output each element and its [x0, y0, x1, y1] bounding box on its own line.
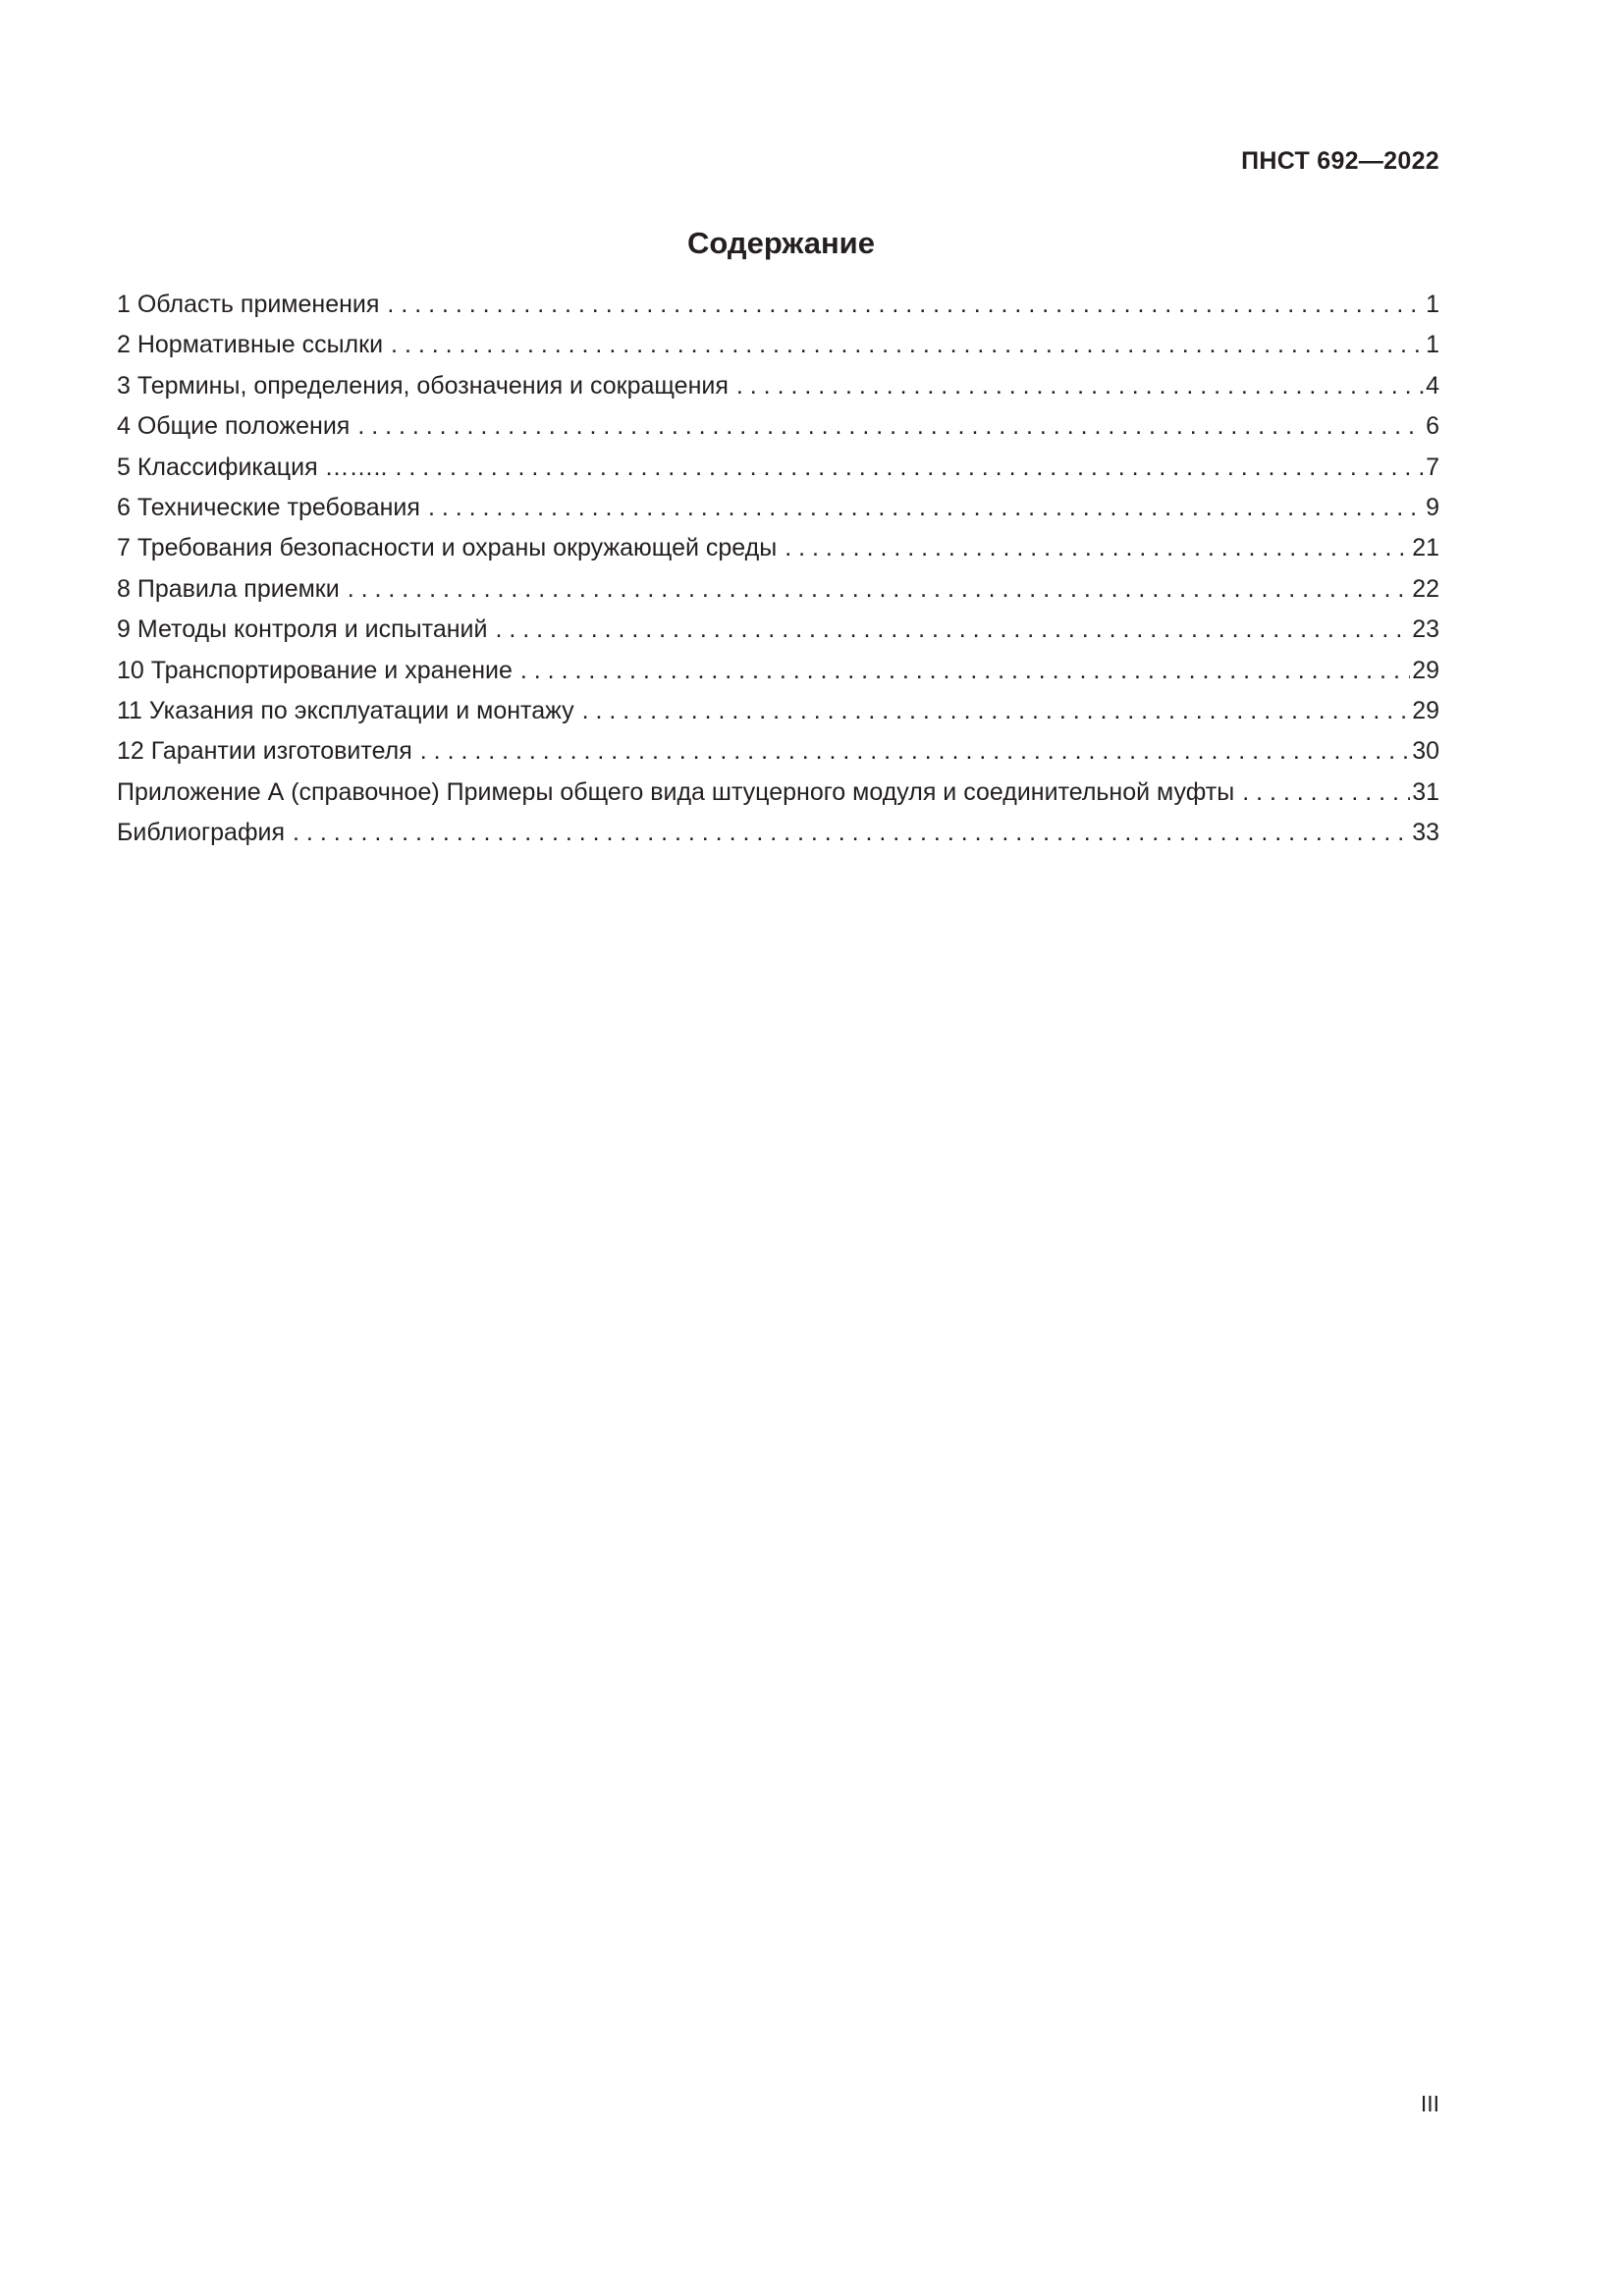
toc-entry-label: 12 Гарантии изготовителя [117, 737, 412, 766]
toc-entry-label: 11 Указания по эксплуатации и монтажу [117, 696, 574, 724]
toc-dot-leader [391, 325, 1424, 365]
toc-entry-label: 3 Термины, определения, обозначения и сокращения [117, 371, 729, 400]
toc-dot-leader [420, 731, 1410, 772]
toc-entry-label: 7 Требования безопасности и охраны окружающей среды [117, 534, 778, 562]
toc-entry[interactable] [117, 448, 1439, 488]
toc-entry-page: 22 [1412, 574, 1439, 603]
toc-entry-page: 4 [1426, 371, 1439, 400]
toc-entry-label: 1 Область применения [117, 291, 380, 318]
toc-entry-page: 29 [1412, 696, 1439, 724]
toc-entry-page: 9 [1426, 493, 1439, 521]
toc-entry[interactable] [117, 528, 1439, 568]
toc-entry-label: 4 Общие положения [117, 412, 351, 441]
toc-dot-leader [736, 366, 1424, 406]
toc-entry[interactable] [117, 813, 1439, 853]
toc-entry-label: 6 Технические требования [117, 493, 420, 521]
toc-entry[interactable] [117, 773, 1439, 813]
toc-entry-label: 9 Методы контроля и испытаний [117, 615, 488, 644]
toc-entry[interactable] [117, 569, 1439, 610]
toc-entry[interactable] [117, 285, 1439, 325]
page-number: III [1420, 2091, 1439, 2116]
toc-entry[interactable] [117, 610, 1439, 650]
toc-entry-label: 2 Нормативные ссылки [117, 331, 384, 359]
toc-entry-label: 8 Правила приемки [117, 574, 340, 603]
toc-entry-label: Приложение А (справочное) Примеры общего вида штуцерного модуля и соединительной муфты [117, 777, 1235, 806]
toc-dot-leader [582, 691, 1411, 731]
toc-entry[interactable] [117, 406, 1439, 447]
toc-dot-leader [395, 448, 1424, 488]
toc-entry-label: 5 Классификация …….. [117, 453, 388, 481]
toc-entry[interactable] [117, 488, 1439, 528]
toc-dot-leader [293, 813, 1410, 853]
toc-entry-label: Библиография [117, 819, 286, 847]
toc-title: Содержание [687, 226, 875, 260]
toc-entry-page: 29 [1412, 656, 1439, 684]
toc-entry-page: 30 [1412, 737, 1439, 766]
toc-entry-page: 6 [1426, 412, 1439, 441]
toc-entry-page: 21 [1412, 534, 1439, 562]
toc-entry-page: 31 [1412, 777, 1439, 806]
toc-entry[interactable] [117, 691, 1439, 731]
toc-entry[interactable] [117, 325, 1439, 365]
toc-dot-leader [785, 528, 1410, 568]
toc-dot-leader [520, 651, 1410, 691]
toc-dot-leader [428, 488, 1424, 528]
toc-entry-page: 33 [1412, 819, 1439, 847]
document-code: ПНСТ 692—2022 [1241, 147, 1439, 175]
toc-dot-leader [387, 285, 1424, 325]
toc-entry[interactable] [117, 366, 1439, 406]
toc-entry-label: 10 Транспортирование и хранение [117, 656, 513, 684]
toc-dot-leader [1242, 773, 1410, 813]
toc-entry[interactable] [117, 651, 1439, 691]
toc-dot-leader [495, 610, 1410, 650]
table-of-contents [117, 285, 1439, 853]
toc-dot-leader [357, 406, 1424, 447]
toc-dot-leader [348, 569, 1410, 610]
toc-entry-page: 23 [1412, 615, 1439, 644]
toc-entry-page: 1 [1426, 291, 1439, 318]
toc-entry[interactable] [117, 731, 1439, 772]
toc-entry-page: 7 [1426, 453, 1439, 481]
toc-entry-page: 1 [1426, 331, 1439, 359]
